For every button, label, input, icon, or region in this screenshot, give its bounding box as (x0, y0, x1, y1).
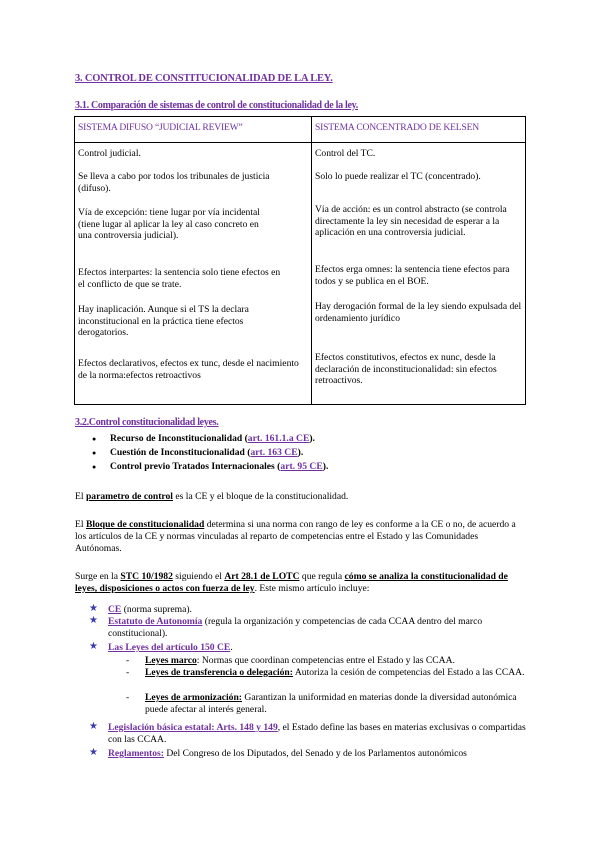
list-item: CE (norma suprema). (108, 604, 192, 615)
table-cell-right (312, 143, 526, 405)
dash-marker: - (126, 667, 130, 678)
right-row-1: Control del TC. (315, 148, 376, 159)
star-icon: ★ (89, 721, 98, 732)
list-item: ● Cuestión de Inconstitucionalidad (art. 163 CE). (92, 446, 328, 460)
section-1-title: 3.1. Comparación de sistemas de control de constitucionalidad de la ley. (75, 100, 358, 111)
list-item: Leyes de transferencia o delegación: Autoriza la cesión de competencias del Estado a las CCAA. (145, 667, 525, 678)
list-item: Reglamentos: Del Congreso de los Diputados, del Senado y de los Parlamentos autonómicos (108, 748, 467, 759)
article-link[interactable]: art. 95 CE (280, 461, 323, 472)
dash-marker: - (126, 692, 130, 703)
left-row-2: Se lleva a cabo por todos los tribunales de justicia (difuso). (78, 171, 270, 194)
right-row-2: Solo lo puede realizar el TC (concentrado). (315, 171, 481, 182)
comparison-table (74, 116, 526, 405)
left-row-5: Hay inaplicación. Aunque si el TS la declara inconstitucional en la práctica tiene efectos derogatorios. (78, 304, 249, 338)
star-icon: ★ (89, 747, 98, 758)
paragraph-parametro: El parametro de control es la CE y el bloque de la constitucionalidad. (75, 491, 349, 502)
left-row-3: Vía de excepción: tiene lugar por vía incidental (tiene lugar al aplicar la ley al caso concreto en una controversia judicial). (78, 207, 260, 241)
table-cell-left (75, 143, 312, 405)
main-heading: 3. CONTROL DE CONSTITUCIONALIDAD DE LA LEY. (75, 73, 333, 84)
list-item: Leyes marco: Normas que coordinan competencias entre el Estado y las CCAA. (145, 655, 455, 666)
left-row-4: Efectos interpartes: la sentencia solo tiene efectos en el conflicto de que se trate. (78, 267, 281, 290)
right-row-6: Efectos constitutivos, efectos ex nunc, desde la declaración de inconstitucionalidad: sin efectos retroactivos. (315, 352, 497, 386)
list-item: Legislación básica estatal: Arts. 148 y 149, el Estado define las bases en materias exclusivas o compartidas con las CCAA. (108, 722, 526, 746)
left-row-6: Efectos declarativos, efectos ex tunc, desde el nacimiento de la norma:efectos retroactivos (78, 358, 299, 381)
list-item: ● Recurso de Inconstitucionalidad (art. 161.1.a CE). (92, 432, 328, 446)
table-header-concentrado: SISTEMA CONCENTRADO DE KELSEN (312, 117, 526, 143)
list-item: Estatuto de Autonomía (regula la organización y competencias de cada CCAA dentro del marco constitucional). (108, 616, 483, 640)
list-item: Las Leyes del artículo 150 CE. (108, 642, 233, 653)
right-row-5: Hay derogación formal de la ley siendo expulsada del ordenamiento jurídico (315, 301, 522, 324)
star-icon: ★ (89, 603, 98, 614)
article-link[interactable]: art. 163 CE (250, 447, 298, 458)
star-icon: ★ (89, 615, 98, 626)
dash-marker: - (126, 655, 130, 666)
section-2-title: 3.2.Control constitucionalidad leyes. (75, 417, 219, 428)
paragraph-bloque: El Bloque de constitucionalidad determina si una norma con rango de ley es conforme a la CE o no, de acuerdo a los artículos de la CE y normas vinculadas al reparto de competencias entre el Estado y las Comunidades Autónomas. (75, 519, 516, 555)
left-row-1: Control judicial. (78, 148, 141, 159)
article-link[interactable]: art. 161.1.a CE (247, 433, 310, 444)
list-item: Leyes de armonización: Garantizan la uniformidad en materias donde la diversidad autonómica puede afectar al interés general. (145, 692, 517, 716)
control-bullet-list (92, 432, 328, 474)
table-header-difuso: SISTEMA DIFUSO “JUDICIAL REVIEW” (75, 117, 312, 143)
paragraph-stc: Surge en la STC 10/1982 siguiendo el Art 28.1 de LOTC que regula cómo se analiza la constitucionalidad de leyes, disposiciones o actos con fuerza de ley. Este mismo artículo incluye: (75, 571, 508, 595)
right-row-4: Efectos erga omnes: la sentencia tiene efectos para todos y se publica en el BOE. (315, 264, 510, 287)
star-icon: ★ (89, 641, 98, 652)
list-item: ● Control previo Tratados Internacionales (art. 95 CE). (92, 460, 328, 474)
right-row-3: Vía de acción: es un control abstracto (se controla directamente la ley sin necesidad de esperar a la aplicación en una controversia judicial. (315, 204, 507, 238)
